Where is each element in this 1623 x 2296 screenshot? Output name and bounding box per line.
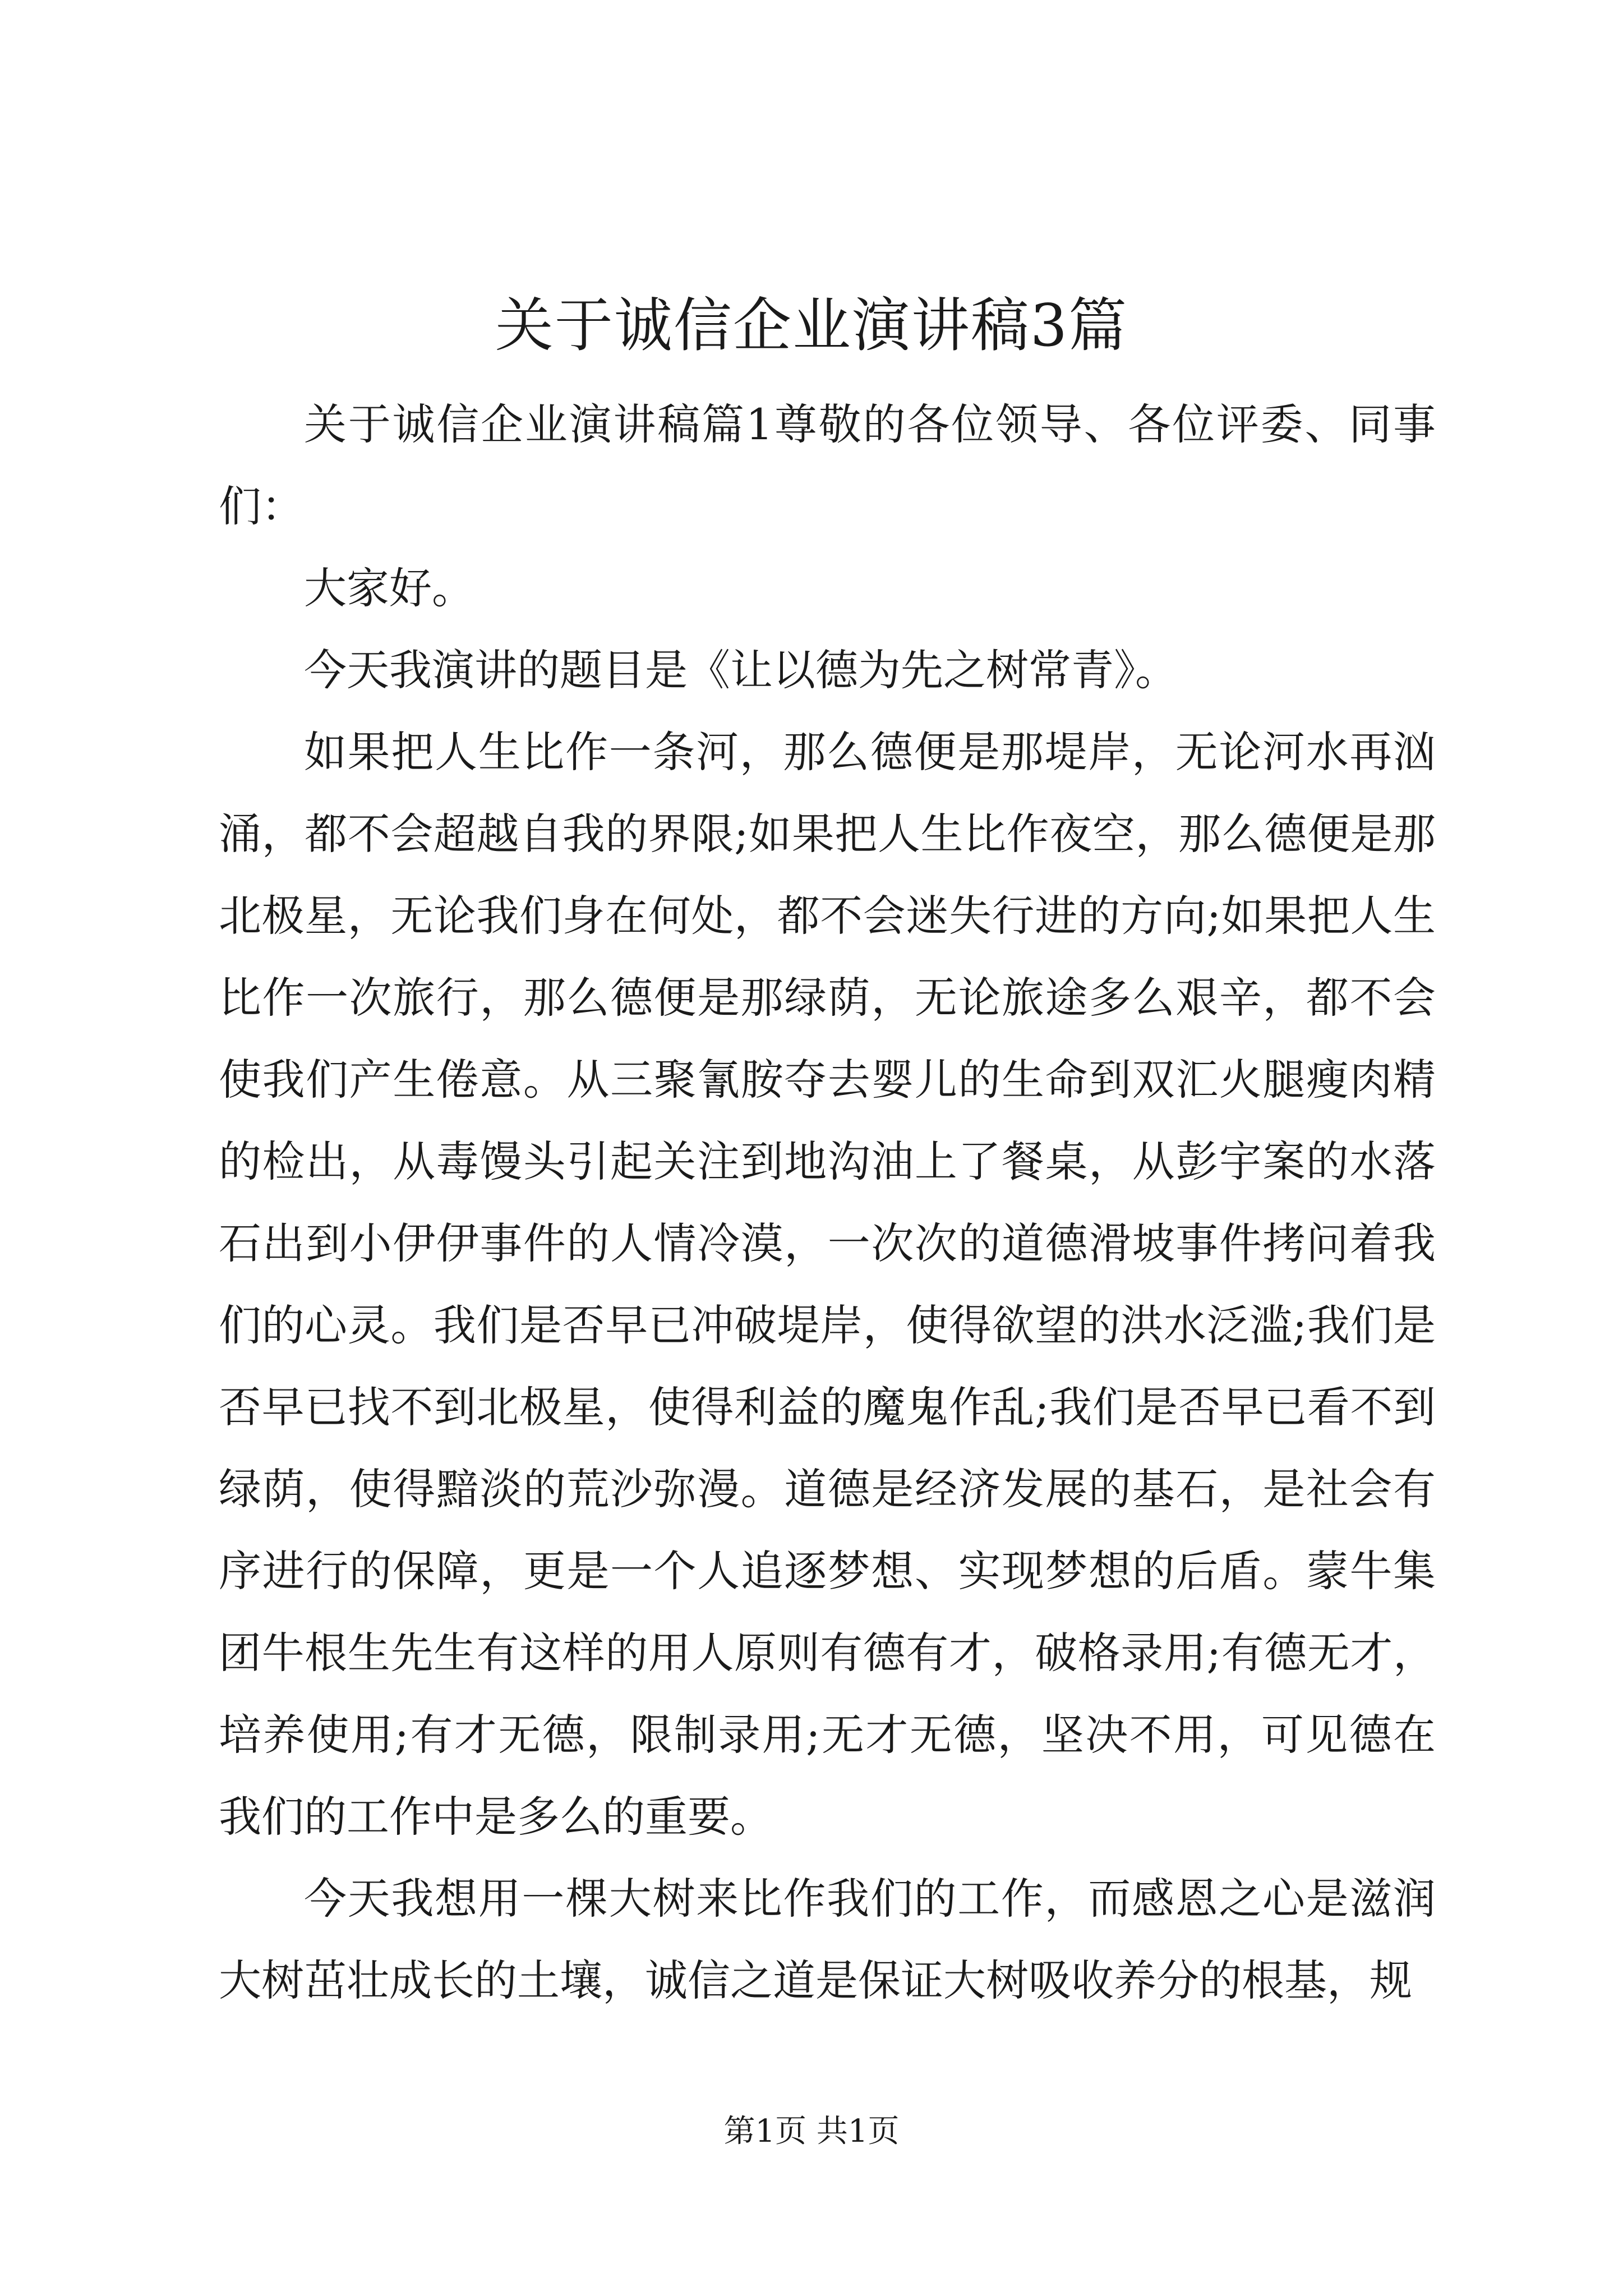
document-title: 关于诚信企业演讲稿3篇 [495,291,1128,360]
paragraph-tree: 今天我想用一棵大树来比作我们的工作，而感恩之心是滋润大树茁壮成长的土壤，诚信之道是保证大树吸收养分的根基，规 [219,1874,1436,2005]
page-footer: 第1页 共1页 [723,2113,900,2150]
paragraph-greeting: 关于诚信企业演讲稿篇1尊敬的各位领导、各位评委、同事们： [219,399,1436,531]
paragraph-hello: 大家好。 [304,563,474,613]
paragraph-topic: 今天我演讲的题目是《让以德为先之树常青》。 [304,645,1178,695]
paragraph-main: 如果把人生比作一条河，那么德便是那堤岸，无论河水再汹涌，都不会超越自我的界限;如果把人生比作夜空，那么德便是那北极星，无论我们身在何处，都不会迷失行进的方向;如果把人生比作一次旅行，那么德便是那绿荫，无论旅途多么艰辛，都不会使我们产生倦意。从三聚氰胺夺去婴儿的生命到双汇火腿瘦肉精的检出，从毒馒头引起关注到地沟油上了餐桌，从彭宇案的水落石出到小伊伊事件的人情冷漠，一次次的道德滑坡事件拷问着我们的心灵。我们是否早已冲破堤岸，使得欲望的洪水泛滥;我们是否早已找不到北极星，使得利益的魔鬼作乱;我们是否早已看不到绿荫，使得黯淡的荒沙弥漫。道德是经济发展的基石，是社会有序进行的保障，更是一个人追逐梦想、实现梦想的后盾。蒙牛集团牛根生先生有这样的用人原则有德有才，破格录用;有德无才，培养使用;有才无德，限制录用;无才无德，坚决不用，可见德在我们的工作中是多么的重要。 [219,727,1436,1842]
document-body [219,384,1436,2022]
